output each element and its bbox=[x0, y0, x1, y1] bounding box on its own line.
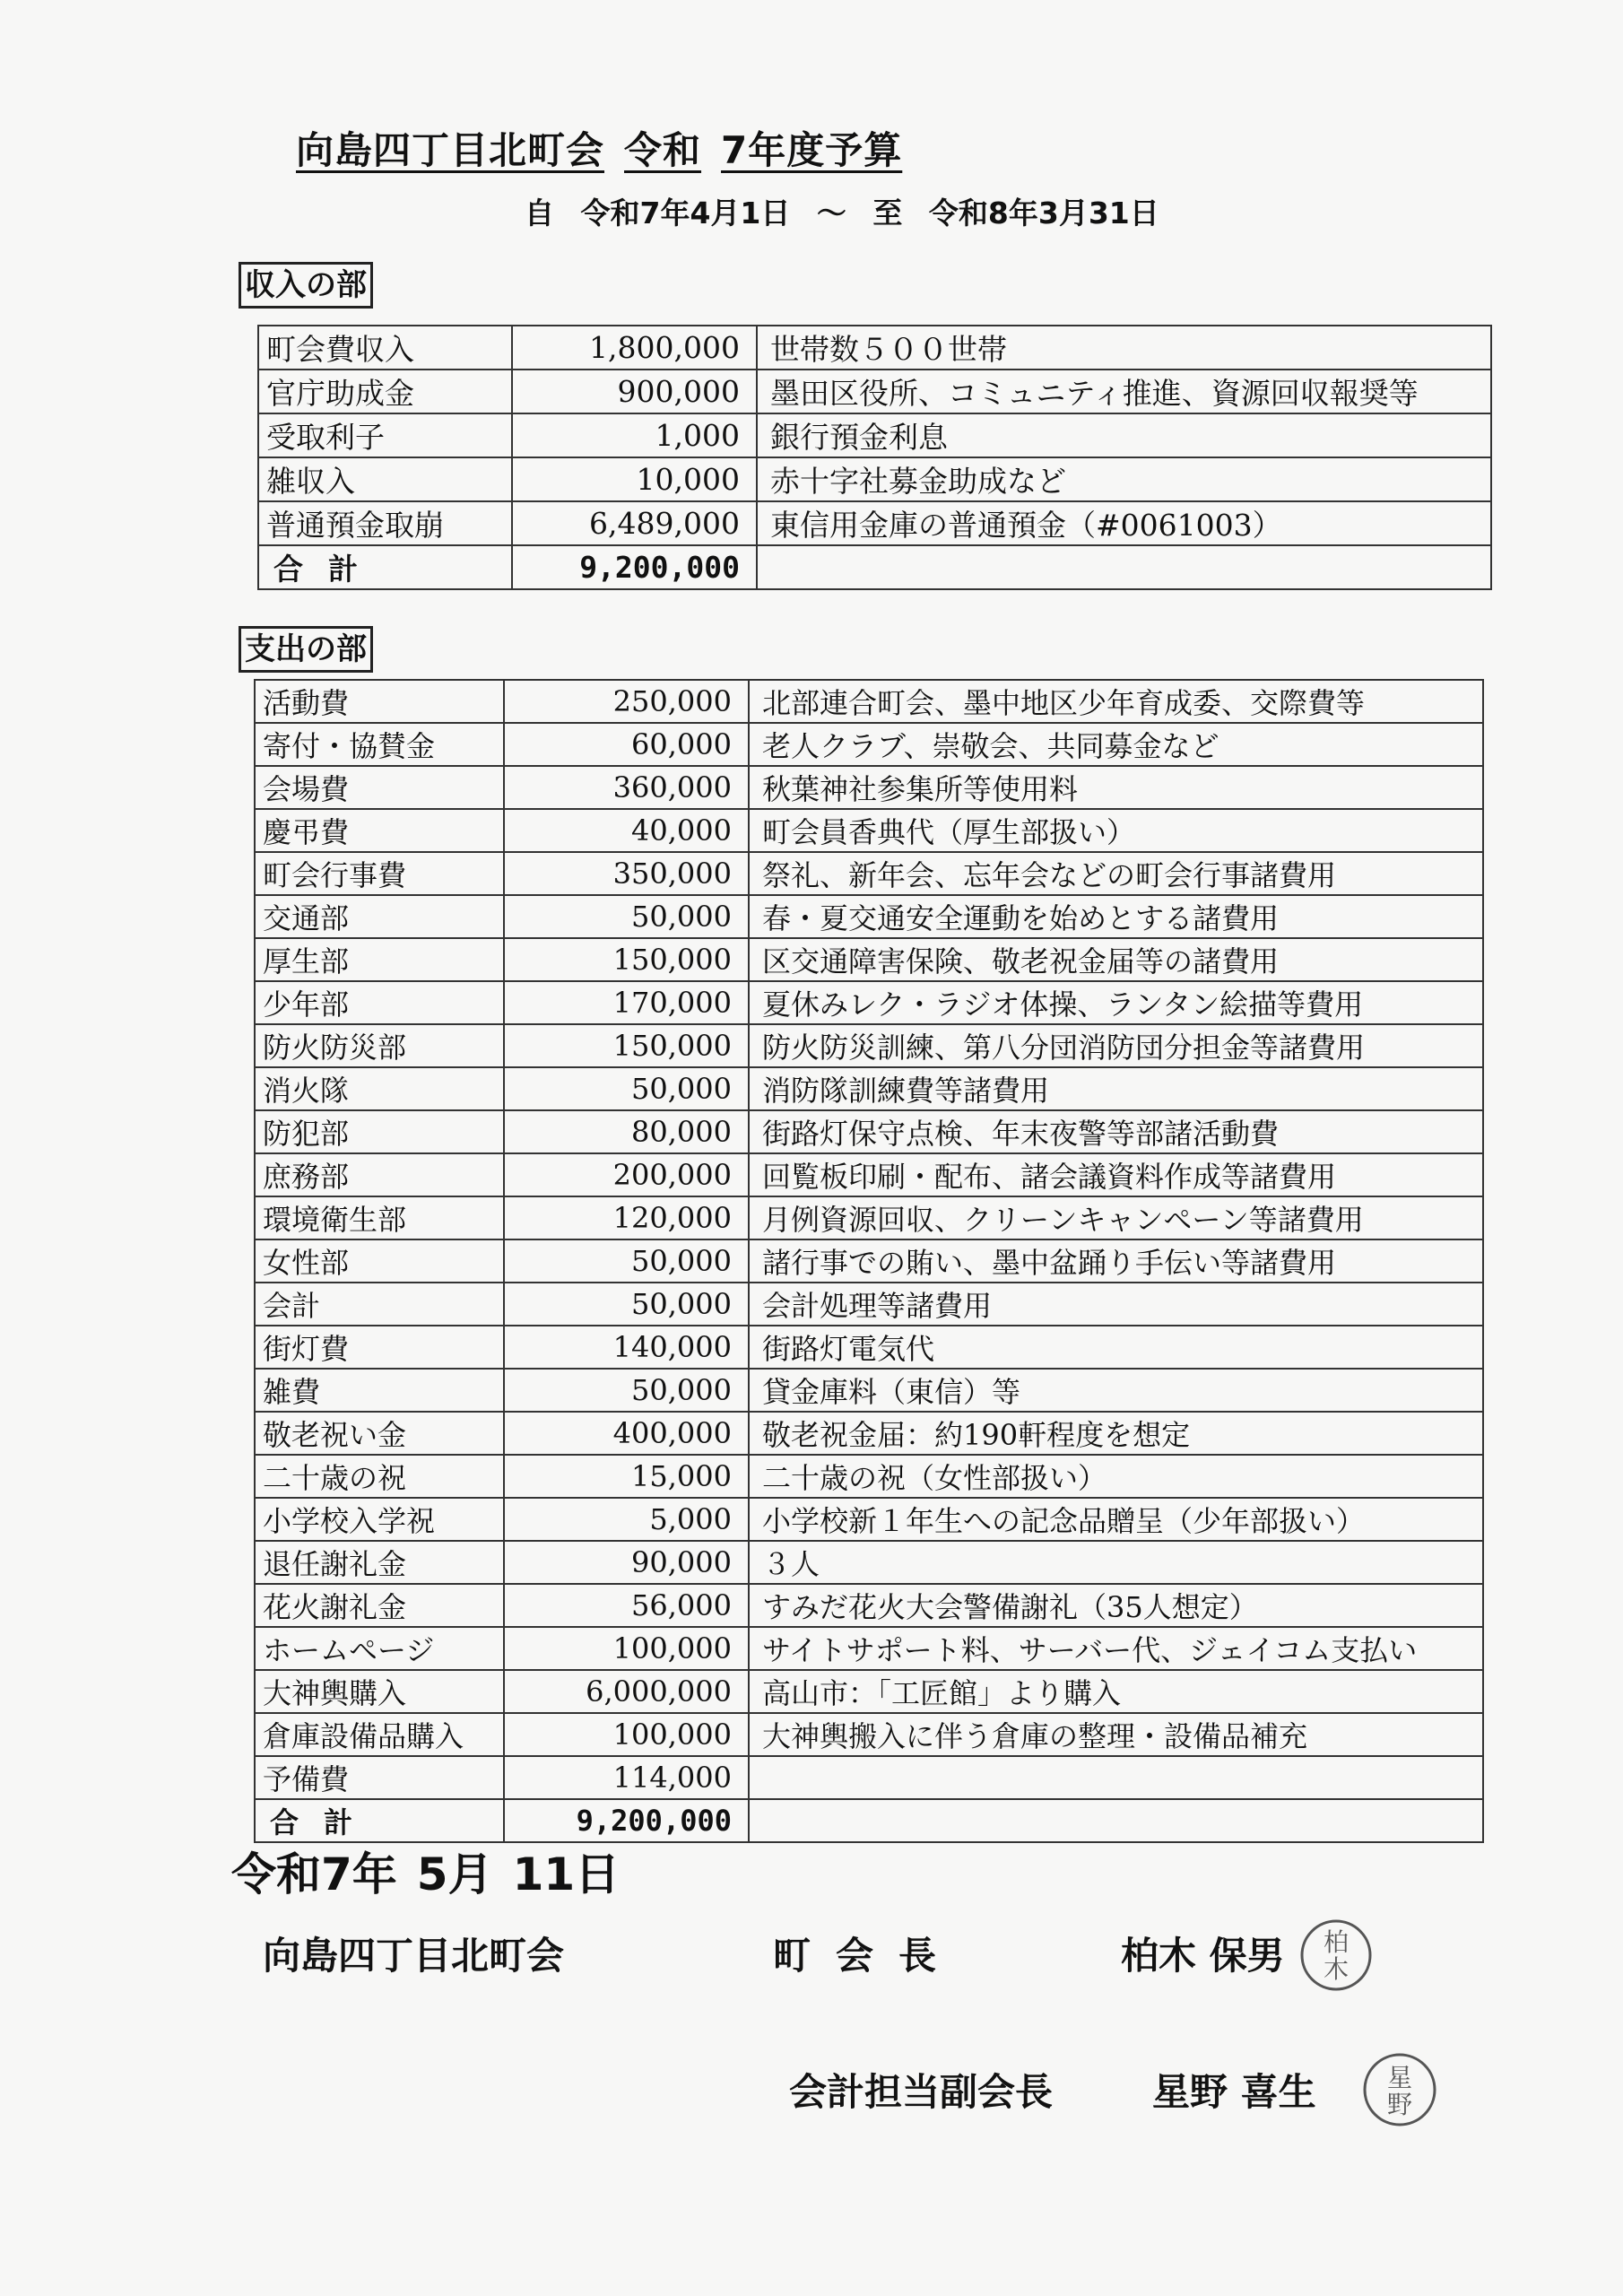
budget-amount-cell: 170,000 bbox=[504, 981, 749, 1024]
chair-seal-stamp bbox=[1296, 1915, 1376, 1996]
budget-item-cell: 街灯費 bbox=[255, 1326, 504, 1369]
budget-item-cell: 寄付・協賛金 bbox=[255, 723, 504, 766]
budget-note-cell: 祭礼、新年会、忘年会などの町会行事諸費用 bbox=[749, 852, 1483, 895]
date-day: 11日 bbox=[512, 1848, 621, 1900]
budget-note-cell: 世帯数５００世帯 bbox=[757, 326, 1491, 370]
table-row bbox=[255, 938, 1483, 981]
table-row bbox=[255, 723, 1483, 766]
budget-amount-cell: 114,000 bbox=[504, 1756, 749, 1799]
budget-amount-cell: 50,000 bbox=[504, 895, 749, 938]
budget-amount-cell: 350,000 bbox=[504, 852, 749, 895]
budget-item-cell: 環境衛生部 bbox=[255, 1196, 504, 1239]
table-row bbox=[258, 457, 1491, 501]
budget-note-cell bbox=[749, 1756, 1483, 1799]
total-row bbox=[258, 545, 1491, 589]
budget-note-cell: 墨田区役所、コミュニティ推進、資源回収報奨等 bbox=[757, 370, 1491, 413]
budget-item-cell: 少年部 bbox=[255, 981, 504, 1024]
budget-note-cell: ３人 bbox=[749, 1541, 1483, 1584]
budget-note-cell: 街路灯保守点検、年末夜警等部諸活動費 bbox=[749, 1110, 1483, 1153]
budget-note-cell: 二十歳の祝（女性部扱い） bbox=[749, 1455, 1483, 1498]
budget-amount-cell: 120,000 bbox=[504, 1196, 749, 1239]
period-from-date: 令和7年4月1日 bbox=[580, 196, 791, 230]
table-row bbox=[255, 1239, 1483, 1283]
budget-note-cell: 大神輿搬入に伴う倉庫の整理・設備品補充 bbox=[749, 1713, 1483, 1756]
budget-note-cell: 秋葉神社参集所等使用料 bbox=[749, 766, 1483, 809]
budget-amount-cell: 50,000 bbox=[504, 1369, 749, 1412]
table-row bbox=[255, 1713, 1483, 1756]
date-month: 5月 bbox=[416, 1848, 493, 1900]
budget-item-cell: ホームページ bbox=[255, 1627, 504, 1670]
budget-amount-cell: 200,000 bbox=[504, 1153, 749, 1196]
table-row bbox=[255, 1369, 1483, 1412]
budget-note-cell: 回覧板印刷・配布、諸会議資料作成等諸費用 bbox=[749, 1153, 1483, 1196]
budget-item-cell: 雑費 bbox=[255, 1369, 504, 1412]
income-table bbox=[257, 325, 1492, 590]
table-row bbox=[255, 1283, 1483, 1326]
chair-title: 町会長 bbox=[773, 1934, 962, 1978]
total-note-cell bbox=[749, 1799, 1483, 1842]
income-section-label: 収入の部 bbox=[239, 262, 373, 309]
budget-amount-cell: 50,000 bbox=[504, 1067, 749, 1110]
budget-item-cell: 交通部 bbox=[255, 895, 504, 938]
budget-note-cell: 月例資源回収、クリーンキャンペーン等諸費用 bbox=[749, 1196, 1483, 1239]
budget-item-cell: 退任謝礼金 bbox=[255, 1541, 504, 1584]
budget-amount-cell: 100,000 bbox=[504, 1713, 749, 1756]
budget-item-cell: 防犯部 bbox=[255, 1110, 504, 1153]
budget-item-cell: 防火防災部 bbox=[255, 1024, 504, 1067]
table-row bbox=[255, 680, 1483, 723]
title-fiscal: 7年度予算 bbox=[721, 128, 903, 172]
budget-amount-cell: 90,000 bbox=[504, 1541, 749, 1584]
budget-item-cell: 町会費収入 bbox=[258, 326, 512, 370]
budget-item-cell: 女性部 bbox=[255, 1239, 504, 1283]
budget-amount-cell: 50,000 bbox=[504, 1239, 749, 1283]
table-row bbox=[255, 1541, 1483, 1584]
budget-note-cell: 赤十字社募金助成など bbox=[757, 457, 1491, 501]
title-era: 令和 bbox=[624, 128, 702, 172]
date-era: 令和7年 bbox=[231, 1848, 397, 1900]
expense-section-label: 支出の部 bbox=[239, 626, 373, 673]
table-row bbox=[255, 1756, 1483, 1799]
document-title bbox=[296, 121, 902, 175]
budget-note-cell: 防火防災訓練、第八分団消防団分担金等諸費用 bbox=[749, 1024, 1483, 1067]
table-row bbox=[255, 981, 1483, 1024]
issue-date bbox=[231, 1839, 639, 1903]
table-row bbox=[255, 766, 1483, 809]
budget-note-cell: すみだ花火大会警備謝礼（35人想定） bbox=[749, 1584, 1483, 1627]
budget-item-cell: 小学校入学祝 bbox=[255, 1498, 504, 1541]
budget-amount-cell: 150,000 bbox=[504, 1024, 749, 1067]
table-row bbox=[255, 809, 1483, 852]
table-row bbox=[258, 501, 1491, 545]
budget-note-cell: 区交通障害保険、敬老祝金届等の諸費用 bbox=[749, 938, 1483, 981]
budget-item-cell: 活動費 bbox=[255, 680, 504, 723]
table-row bbox=[255, 1455, 1483, 1498]
signature-org: 向島四丁目北町会 bbox=[263, 1934, 565, 1978]
budget-note-cell: 小学校新１年生への記念品贈呈（少年部扱い） bbox=[749, 1498, 1483, 1541]
budget-note-cell: 東信用金庫の普通預金（#0061003） bbox=[757, 501, 1491, 545]
period-tilde: ～ bbox=[816, 196, 846, 230]
table-row bbox=[258, 326, 1491, 370]
budget-note-cell: 夏休みレク・ラジオ体操、ランタン絵描等費用 bbox=[749, 981, 1483, 1024]
budget-amount-cell: 100,000 bbox=[504, 1627, 749, 1670]
budget-amount-cell: 900,000 bbox=[512, 370, 757, 413]
budget-amount-cell: 360,000 bbox=[504, 766, 749, 809]
budget-amount-cell: 1,800,000 bbox=[512, 326, 757, 370]
table-row bbox=[255, 895, 1483, 938]
svg-text:野: 野 bbox=[1386, 2090, 1413, 2119]
table-row bbox=[255, 1110, 1483, 1153]
budget-amount-cell: 250,000 bbox=[504, 680, 749, 723]
period-from-label: 自 bbox=[525, 196, 554, 230]
budget-item-cell: 町会行事費 bbox=[255, 852, 504, 895]
budget-amount-cell: 15,000 bbox=[504, 1455, 749, 1498]
budget-amount-cell: 150,000 bbox=[504, 938, 749, 981]
budget-amount-cell: 6,489,000 bbox=[512, 501, 757, 545]
budget-amount-cell: 6,000,000 bbox=[504, 1670, 749, 1713]
budget-note-cell: 街路灯電気代 bbox=[749, 1326, 1483, 1369]
budget-note-cell: 老人クラブ、崇敬会、共同募金など bbox=[749, 723, 1483, 766]
budget-item-cell: 倉庫設備品購入 bbox=[255, 1713, 504, 1756]
svg-text:柏: 柏 bbox=[1323, 1927, 1350, 1957]
budget-note-cell: 町会員香典代（厚生部扱い） bbox=[749, 809, 1483, 852]
total-note-cell bbox=[757, 545, 1491, 589]
total-label: 合計 bbox=[258, 545, 512, 589]
budget-note-cell: 消防隊訓練費等諸費用 bbox=[749, 1067, 1483, 1110]
budget-item-cell: 大神輿購入 bbox=[255, 1670, 504, 1713]
budget-item-cell: 敬老祝い金 bbox=[255, 1412, 504, 1455]
svg-text:木: 木 bbox=[1323, 1954, 1350, 1984]
table-row bbox=[255, 1067, 1483, 1110]
treasurer-name: 星野 喜生 bbox=[1152, 2070, 1316, 2114]
budget-amount-cell: 56,000 bbox=[504, 1584, 749, 1627]
budget-item-cell: 庶務部 bbox=[255, 1153, 504, 1196]
budget-note-cell: 高山市：「工匠館」より購入 bbox=[749, 1670, 1483, 1713]
budget-note-cell: 北部連合町会、墨中地区少年育成委、交際費等 bbox=[749, 680, 1483, 723]
budget-amount-cell: 10,000 bbox=[512, 457, 757, 501]
budget-amount-cell: 40,000 bbox=[504, 809, 749, 852]
table-row bbox=[258, 370, 1491, 413]
total-label: 合計 bbox=[255, 1799, 504, 1842]
budget-note-cell: 敬老祝金届：約190軒程度を想定 bbox=[749, 1412, 1483, 1455]
total-amount: 9,200,000 bbox=[512, 545, 757, 589]
budget-item-cell: 官庁助成金 bbox=[258, 370, 512, 413]
budget-amount-cell: 60,000 bbox=[504, 723, 749, 766]
table-row bbox=[255, 1024, 1483, 1067]
period-to-label: 至 bbox=[872, 196, 903, 230]
budget-amount-cell: 50,000 bbox=[504, 1283, 749, 1326]
table-row bbox=[255, 1498, 1483, 1541]
budget-note-cell: 春・夏交通安全運動を始めとする諸費用 bbox=[749, 895, 1483, 938]
table-row bbox=[255, 1412, 1483, 1455]
total-amount: 9,200,000 bbox=[504, 1799, 749, 1842]
budget-note-cell: 貸金庫料（東信）等 bbox=[749, 1369, 1483, 1412]
budget-amount-cell: 5,000 bbox=[504, 1498, 749, 1541]
budget-item-cell: 会場費 bbox=[255, 766, 504, 809]
budget-item-cell: 慶弔費 bbox=[255, 809, 504, 852]
budget-item-cell: 消火隊 bbox=[255, 1067, 504, 1110]
budget-item-cell: 花火謝礼金 bbox=[255, 1584, 504, 1627]
total-row bbox=[255, 1799, 1483, 1842]
budget-amount-cell: 400,000 bbox=[504, 1412, 749, 1455]
chair-name: 柏木 保男 bbox=[1121, 1934, 1285, 1978]
budget-item-cell: 二十歳の祝 bbox=[255, 1455, 504, 1498]
svg-text:星: 星 bbox=[1386, 2063, 1413, 2092]
budget-amount-cell: 1,000 bbox=[512, 413, 757, 457]
budget-item-cell: 普通預金取崩 bbox=[258, 501, 512, 545]
budget-item-cell: 会計 bbox=[255, 1283, 504, 1326]
period-to-date: 令和8年3月31日 bbox=[928, 196, 1159, 230]
table-row bbox=[255, 1196, 1483, 1239]
table-row bbox=[255, 1627, 1483, 1670]
treasurer-seal-stamp bbox=[1358, 2048, 1441, 2131]
table-row bbox=[255, 1584, 1483, 1627]
fiscal-period bbox=[525, 190, 1176, 232]
table-row bbox=[255, 852, 1483, 895]
table-row bbox=[255, 1670, 1483, 1713]
budget-amount-cell: 140,000 bbox=[504, 1326, 749, 1369]
budget-note-cell: 会計処理等諸費用 bbox=[749, 1283, 1483, 1326]
budget-amount-cell: 80,000 bbox=[504, 1110, 749, 1153]
title-org: 向島四丁目北町会 bbox=[296, 128, 605, 172]
budget-item-cell: 受取利子 bbox=[258, 413, 512, 457]
budget-item-cell: 雑収入 bbox=[258, 457, 512, 501]
budget-item-cell: 予備費 bbox=[255, 1756, 504, 1799]
budget-note-cell: 銀行預金利息 bbox=[757, 413, 1491, 457]
table-row bbox=[255, 1326, 1483, 1369]
budget-note-cell: 諸行事での賄い、墨中盆踊り手伝い等諸費用 bbox=[749, 1239, 1483, 1283]
treasurer-title: 会計担当副会長 bbox=[789, 2070, 1054, 2114]
budget-item-cell: 厚生部 bbox=[255, 938, 504, 981]
table-row bbox=[258, 413, 1491, 457]
budget-note-cell: サイトサポート料、サーバー代、ジェイコム支払い bbox=[749, 1627, 1483, 1670]
expense-table bbox=[254, 679, 1484, 1843]
table-row bbox=[255, 1153, 1483, 1196]
